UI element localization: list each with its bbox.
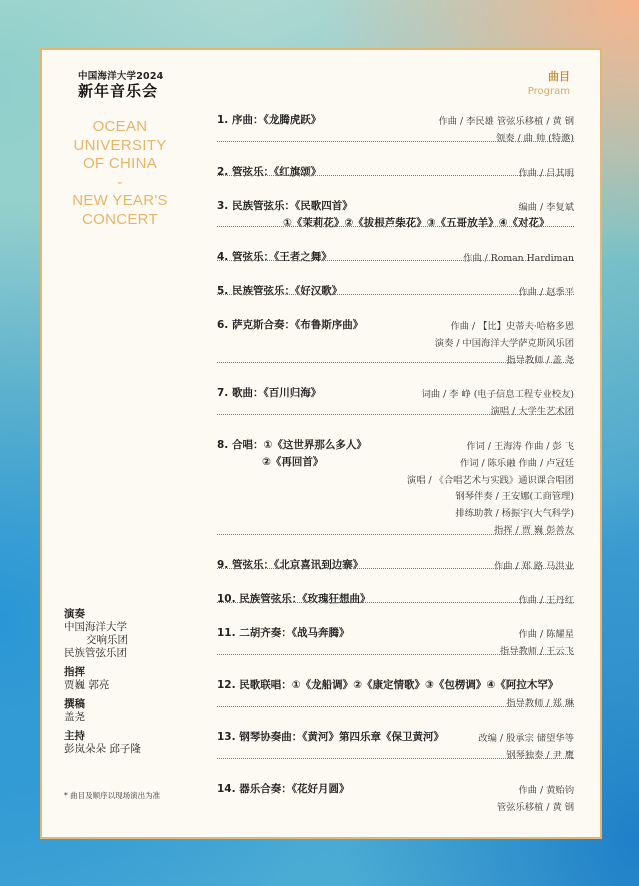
conductor-heading: 指挥 bbox=[64, 666, 85, 678]
hosts: 彭岚朵朵 邱子隆 bbox=[64, 743, 141, 755]
dotted-divider bbox=[217, 758, 574, 759]
program-item-credit: 钢琴独奏 / 尹 鹰 bbox=[506, 749, 574, 761]
program-item-title: 13. 钢琴协奏曲：《黄河》第四乐章《保卫黄河》 bbox=[217, 731, 445, 743]
program-item-credit: 演奏 / 中国海洋大学萨克斯风乐团 bbox=[434, 337, 574, 349]
dotted-divider bbox=[217, 175, 574, 176]
performers-heading: 演奏 bbox=[64, 608, 85, 620]
brand-subtitle: 中国海洋大学2024 bbox=[78, 71, 164, 82]
program-item-credit: 作曲 / 吕其明 bbox=[518, 168, 574, 179]
program-item-credit: 作曲 / 王丹红 bbox=[518, 595, 574, 606]
writer-heading: 撰稿 bbox=[64, 698, 85, 710]
program-item-credit: 作词 / 王海涛 作曲 / 彭 飞 bbox=[466, 441, 574, 452]
program-item-credit: 指导教师 / 郑 琳 bbox=[506, 697, 574, 709]
side-title bbox=[50, 118, 190, 229]
program-item-title: 2. 管弦乐：《红旗颂》 bbox=[217, 166, 322, 178]
program-item-title: 8. 合唱：①《这世界那么多人》 bbox=[217, 439, 367, 451]
dotted-divider bbox=[217, 602, 574, 603]
performer: 中国海洋大学 bbox=[64, 621, 127, 633]
dotted-divider bbox=[217, 706, 574, 707]
performer: 民族管弦乐团 bbox=[64, 647, 127, 659]
dotted-divider bbox=[217, 568, 574, 569]
program-item-credit: 指导教师 / 盖 尧 bbox=[506, 354, 574, 366]
dotted-divider bbox=[217, 534, 574, 535]
side-title-line: NEW YEAR'S bbox=[72, 192, 168, 209]
side-title-line: OF CHINA bbox=[82, 155, 158, 172]
program-item-credit: 编曲 / 李复斌 bbox=[518, 202, 574, 213]
host-heading: 主持 bbox=[64, 730, 85, 742]
program-item-title: 10. 民族管弦乐：《玫瑰狂想曲》 bbox=[217, 593, 371, 605]
dotted-divider bbox=[217, 414, 574, 415]
program-item-credit: 作曲 / 李民雄 管弦乐移植 / 黄 钢 bbox=[438, 116, 574, 127]
dotted-divider bbox=[217, 260, 574, 261]
program-item-title: 11. 二胡齐奏：《战马奔腾》 bbox=[217, 627, 350, 639]
side-title-line: UNIVERSITY bbox=[73, 136, 167, 154]
program-item-credit: 指挥 / 贾 巍 彭善友 bbox=[493, 525, 574, 536]
side-title-line: OCEAN bbox=[92, 118, 148, 135]
program-item-credit: 管弦乐移植 / 黄 钢 bbox=[496, 801, 574, 813]
program-item-credit: 指导教师 / 王云飞 bbox=[499, 645, 574, 657]
program-item-credit: 作曲 / 黄贻钧 bbox=[518, 785, 574, 796]
program-item-credit: 钢琴伴奏 / 王安娜(工商管理) bbox=[455, 491, 574, 503]
program-item-title: 7. 歌曲：《百川归海》 bbox=[217, 387, 322, 399]
writer: 盖尧 bbox=[64, 711, 85, 723]
dotted-divider bbox=[217, 294, 574, 295]
program-item-credit: 排练助教 / 杨振宇(大气科学) bbox=[455, 508, 574, 520]
dotted-divider bbox=[217, 226, 574, 227]
program-item-credit: 作曲 / 陈耀星 bbox=[518, 629, 574, 640]
order-note: * 曲目及顺序以现场演出为准 bbox=[64, 791, 161, 800]
program-item-title: 3. 民族管弦乐：《民歌四首》 bbox=[217, 200, 353, 212]
dotted-divider bbox=[217, 362, 574, 363]
program-item-credit: 改编 / 殷承宗 储望华等 bbox=[478, 733, 574, 744]
dotted-divider bbox=[217, 141, 574, 142]
program-item-credit: 演唱 / 《合唱艺术与实践》通识课合唱团 bbox=[406, 474, 574, 486]
program-item-credit: 领奏 / 曲 帅 (特邀) bbox=[496, 132, 574, 144]
program-item-credit: 作曲 / 赵季平 bbox=[518, 287, 574, 298]
side-title-line: - bbox=[117, 173, 123, 191]
brand-title: 新年音乐会 bbox=[78, 82, 159, 100]
program-item-title: 5. 民族管弦乐：《好汉歌》 bbox=[217, 285, 343, 297]
program-item-credit: 演唱 / 大学生艺术团 bbox=[490, 405, 574, 417]
program-item-credit: 作曲 / Roman Hardiman bbox=[463, 253, 574, 264]
conductor: 贾巍 郭亮 bbox=[64, 679, 110, 691]
program-item-title: 1. 序曲：《龙腾虎跃》 bbox=[217, 114, 322, 126]
program-item-title: 4. 管弦乐：《王者之舞》 bbox=[217, 251, 332, 263]
program-item-credit: 作曲 / 郑 路 马洪业 bbox=[493, 561, 574, 572]
program-item-credit: 作词 / 陈乐融 作曲 / 卢冠廷 bbox=[459, 457, 574, 469]
program-heading-cn: 曲目 bbox=[548, 70, 570, 83]
program-item-credit: 作曲 / 【比】史蒂夫·哈格多恩 bbox=[450, 321, 574, 332]
performer: 交响乐团 bbox=[86, 634, 128, 646]
program-item-title-2: ②《再回首》 bbox=[262, 455, 324, 468]
program-heading bbox=[528, 68, 570, 97]
credits bbox=[64, 608, 214, 756]
program-item-subtitle: ①《茉莉花》②《拔根芦柴花》③《五哥放羊》④《对花》 bbox=[283, 216, 550, 229]
program-card bbox=[40, 48, 602, 839]
program-item-credit: 词曲 / 李 峥 (电子信息工程专业校友) bbox=[421, 389, 574, 400]
program-item-title: 9. 管弦乐：《北京喜讯到边寨》 bbox=[217, 559, 364, 571]
side-title-line: CONCERT bbox=[82, 210, 158, 228]
program-item-title: 6. 萨克斯合奏：《布鲁斯序曲》 bbox=[217, 319, 364, 331]
dotted-divider bbox=[217, 654, 574, 655]
program-heading-en: Program bbox=[527, 86, 570, 97]
program-item-title: 12. 民歌联唱：①《龙船调》②《康定情歌》③《包楞调》④《阿拉木罕》 bbox=[217, 679, 559, 691]
program-item-title: 14. 器乐合奏：《花好月圆》 bbox=[217, 783, 350, 795]
